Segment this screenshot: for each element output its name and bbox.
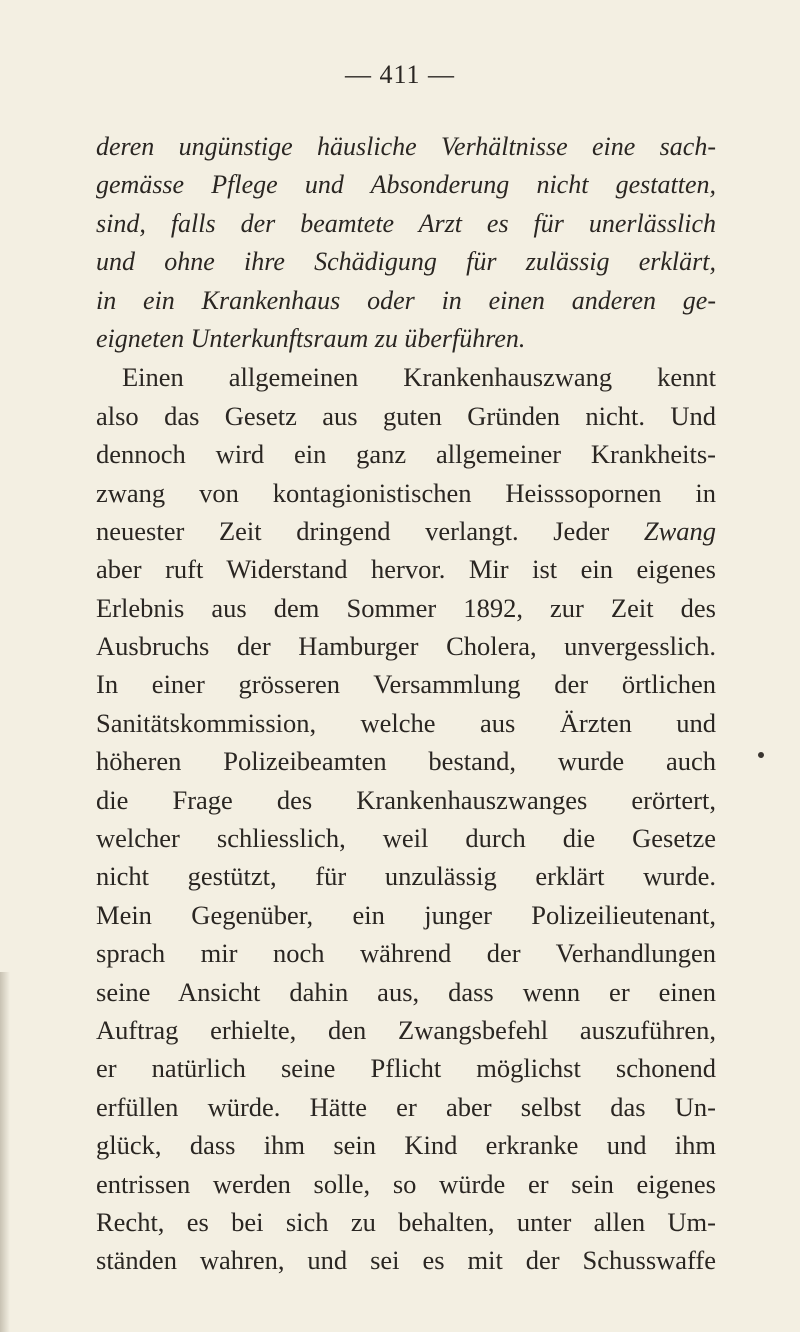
text-line: erfüllen würde. Hätte er aber selbst das Un- — [96, 1091, 716, 1122]
text-line: Einen allgemeinen Krankenhauszwang kennt — [122, 362, 716, 393]
text-line: nicht gestützt, für unzulässig erklärt wurde. — [96, 861, 716, 892]
text-line: seine Ansicht dahin aus, dass wenn er einen — [96, 976, 716, 1007]
text-line: also das Gesetz aus guten Gründen nicht. Und — [96, 400, 716, 431]
text-line: Mein Gegenüber, ein junger Polizeilieutenant, — [96, 899, 716, 930]
text-line: aber ruft Widerstand hervor. Mir ist ein eigenes — [96, 554, 716, 585]
page-edge-shadow — [0, 972, 10, 1332]
text-line: sprach mir noch während der Verhandlungen — [96, 938, 716, 969]
text-line: höheren Polizeibeamten bestand, wurde auch — [96, 746, 716, 777]
margin-mark — [758, 752, 764, 758]
text-line: Erlebnis aus dem Sommer 1892, zur Zeit des — [96, 592, 716, 623]
text-line: dennoch wird ein ganz allgemeiner Krankheits- — [96, 439, 716, 470]
text-line: entrissen werden solle, so würde er sein eigenes — [96, 1168, 716, 1199]
text-line: ständen wahren, und sei es mit der Schusswaffe — [96, 1245, 716, 1276]
text-line: welcher schliesslich, weil durch die Gesetze — [96, 823, 716, 854]
text-line — [96, 512, 716, 550]
text-line: glück, dass ihm sein Kind erkranke und ihm — [96, 1130, 716, 1161]
body-text — [96, 128, 716, 1280]
text-line: die Frage des Krankenhauszwanges erörtert, — [96, 784, 716, 815]
text-line: eigneten Unterkunftsraum zu überführen. — [96, 323, 526, 353]
text-line: Sanitätskommission, welche aus Ärzten und — [96, 707, 716, 738]
text-line: Ausbruchs der Hamburger Cholera, unvergesslich. — [96, 631, 716, 662]
text-line: sind, falls der beamtete Arzt es für unerlässlich — [96, 208, 716, 238]
text-line: gemässe Pflege und Absonderung nicht gestatten, — [96, 170, 716, 200]
text-line: In einer grösseren Versammlung der örtlichen — [96, 669, 716, 700]
text-line: er natürlich seine Pflicht möglichst schonend — [96, 1053, 716, 1084]
page-number: — 411 — — [344, 60, 456, 89]
emphasis-word: Zwang — [643, 515, 716, 546]
text-line: Recht, es bei sich zu behalten, unter allen Um- — [96, 1206, 716, 1237]
text-line: deren ungünstige häusliche Verhältnisse eine sach- — [96, 132, 716, 161]
text-segment: neuester Zeit dringend verlangt. Jeder — [96, 515, 610, 546]
text-line: in ein Krankenhaus oder in einen anderen ge- — [96, 285, 716, 315]
text-line: und ohne ihre Schädigung für zulässig erklärt, — [96, 247, 716, 277]
text-line: Auftrag erhielte, den Zwangsbefehl auszuführen, — [96, 1014, 716, 1045]
text-line: zwang von kontagionistischen Heisssopornen in — [96, 477, 716, 508]
